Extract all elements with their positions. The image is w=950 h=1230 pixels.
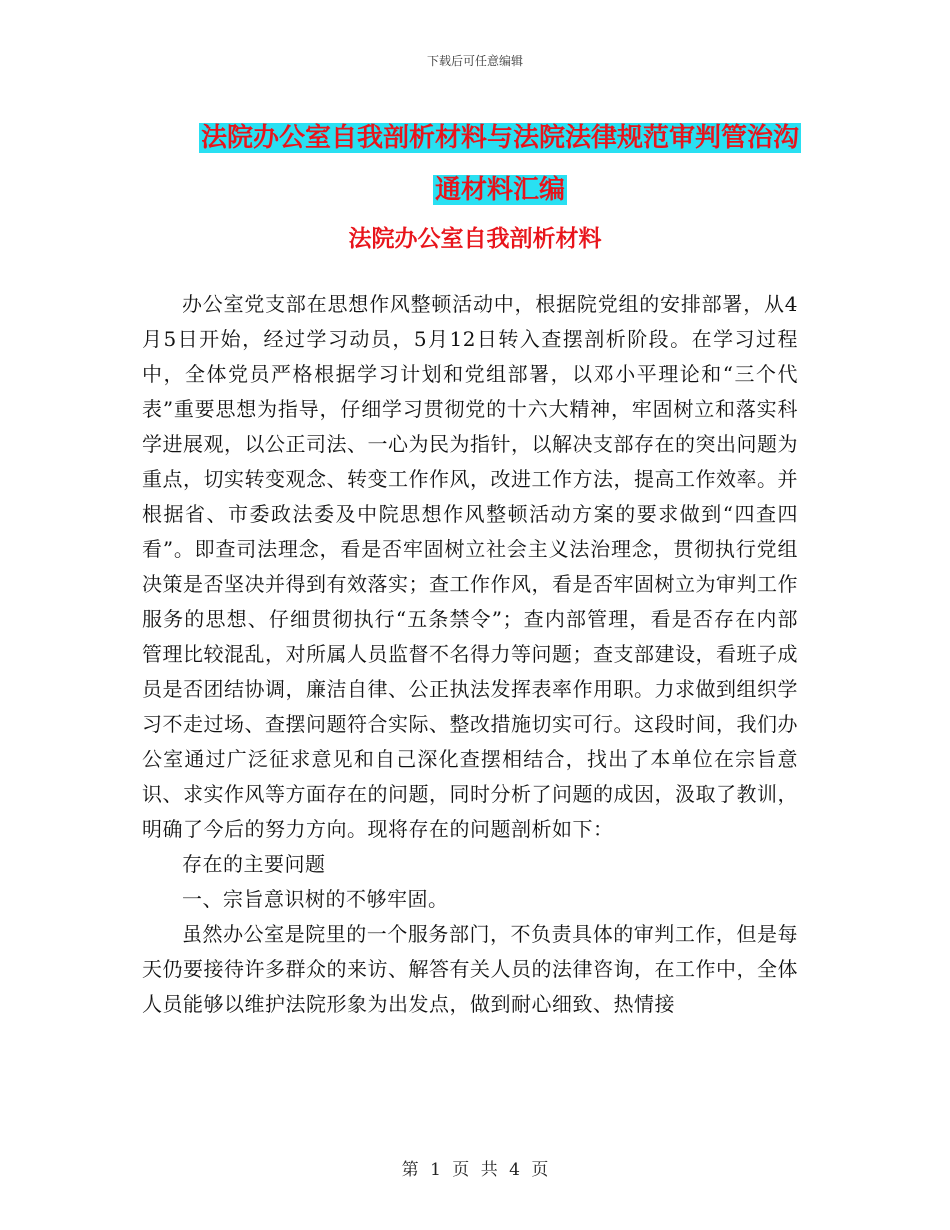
paragraph-item-1-body: 虽然办公室是院里的一个服务部门，不负责具体的审判工作，但是每天仍要接待许多群众的来访、解答有关人员的法律咨询，在工作中，全体人员能够以维护法院形象为出发点，做到耐心细致、热情接 [142, 922, 798, 1016]
header-note: 下载后可任意编辑 [426, 54, 523, 68]
document-body [142, 287, 798, 1022]
document-title [190, 112, 810, 216]
document-title-line-2: 通材料汇编 [434, 175, 565, 205]
paragraph-heading-item-1: 一、宗旨意识树的不够牢固。 [182, 887, 449, 911]
document-title-line-1: 法院办公室自我剖析材料与法院法律规范审判管治沟 [200, 123, 799, 153]
page-footer: 第 1 页 共 4 页 [401, 1160, 549, 1180]
section-title: 法院办公室自我剖析材料 [348, 226, 602, 252]
paragraph-heading-main-problems: 存在的主要问题 [182, 852, 326, 876]
paragraph-intro: 办公室党支部在思想作风整顿活动中，根据院党组的安排部署，从4月5日开始，经过学习动员，5月12日转入查摆剖析阶段。在学习过程中，全体党员严格根据学习计划和党组部署，以邓小平理论和“三个代表”重要思想为指导，仔细学习贯彻党的十六大精神，牢固树立和落实科学进展观，以公正司法、一心为民为指针，以解决支部存在的突出问题为重点，切实转变观念、转变工作作风，改进工作方法，提高工作效率。并根据省、市委政法委及中院思想作风整顿活动方案的要求做到“四查四看”。即查司法理念，看是否牢固树立社会主义法治理念，贯彻执行党组决策是否坚决并得到有效落实；查工作作风，看是否牢固树立为审判工作服务的思想、仔细贯彻执行“五条禁令”；查内部管理，看是否存在内部管理比较混乱，对所属人员监督不名得力等问题；查支部建设，看班子成员是否团结协调，廉洁自律、公正执法发挥表率作用职。力求做到组织学习不走过场、查摆问题符合实际、整改措施切实可行。这段时间，我们办公室通过广泛征求意见和自己深化查摆相结合，找出了本单位在宗旨意识、求实作风等方面存在的问题，同时分析了问题的成因，汲取了教训，明确了今后的努力方向。现将存在的问题剖析如下： [142, 292, 798, 841]
